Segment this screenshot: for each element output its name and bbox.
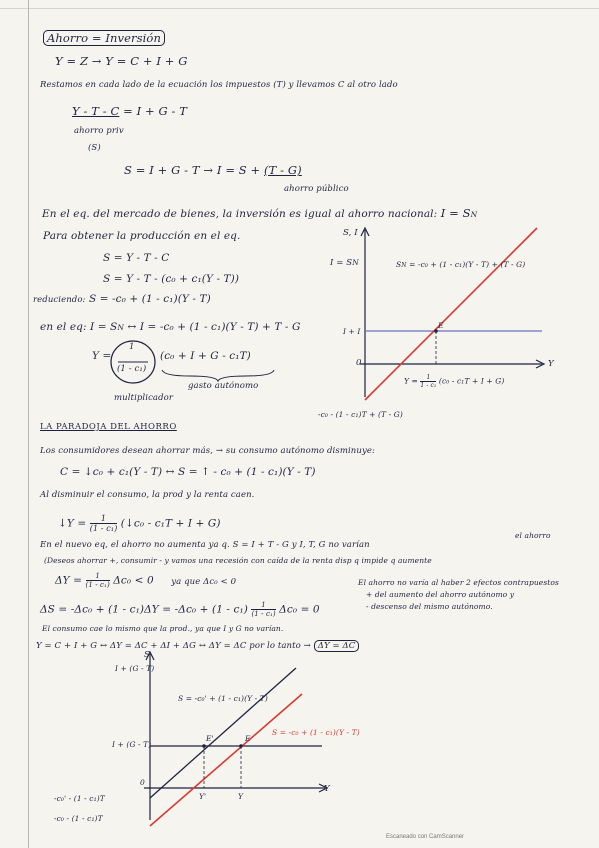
g1-origin: 0 (356, 358, 362, 368)
boxed-result: ΔY = ΔC (314, 640, 360, 652)
g1-y-intercept: -c₀ - (1 - c₁)T + (T - G) (318, 410, 403, 419)
equation-20-a: ↓Y = (58, 517, 87, 530)
public-saving-expr: (T - G) (264, 163, 302, 177)
top-rule (0, 8, 599, 9)
equation-10: S = Y - T - C (103, 252, 170, 264)
equation-6-main: S = I + G - T → I = S + (124, 163, 261, 177)
equation-13-b: ↔ I = -c₀ + (1 - c₁)(Y - T) + T - G (127, 321, 301, 333)
equation-23-c: ya que Δc₀ < 0 (171, 576, 237, 587)
equation-24-den: (1 - c₁) (251, 610, 276, 618)
equation-23-num: 1 (86, 572, 110, 581)
margin-rule (28, 0, 29, 848)
g1-e-label: E (438, 321, 444, 330)
multiplier-numerator: 1 (129, 342, 135, 352)
equation-3-rest: = I + G - T (123, 104, 188, 118)
text-line-8 (42, 206, 477, 220)
equation-13 (40, 321, 300, 333)
note-line-1: El ahorro no varía al haber 2 efectos contrapuestos (358, 578, 559, 587)
text-line-21b: el ahorro (515, 531, 551, 540)
label-multiplier: multiplicador (114, 393, 174, 403)
g1-y-eq-den: 1 - c₁ (420, 382, 437, 389)
equation-13-sub: N (117, 323, 125, 332)
g1-y-eq (404, 374, 504, 389)
g2-y2-label: Y' (199, 792, 207, 801)
g1-line-label-main: S (396, 260, 402, 269)
equation-13-a: en el eq: I = S (40, 321, 118, 333)
g2-y-label: Y (238, 792, 244, 801)
g2-red-line-label: S = -c₀ + (1 - c₁)(Y - T) (272, 728, 360, 737)
equation-12 (33, 293, 211, 305)
label-s: (S) (88, 143, 101, 153)
g2-intercept-black: -c₀' - (1 - c₁)T (54, 794, 105, 803)
g1-line-label-sub: N (401, 262, 407, 269)
label-private-saving: ahorro priv (74, 126, 124, 136)
text-line-21: En el nuevo eq, el ahorro no aumenta ya q. S = I + T - G y I, T, G no varían (40, 540, 370, 550)
equation-23-a: ΔY = (55, 574, 83, 587)
multiplier-denominator: (1 - c₁) (117, 364, 147, 374)
g2-e2-label: E' (206, 734, 214, 743)
g1-i-label-sub: N (352, 258, 359, 267)
label-autonomous-spending: gasto autónomo (188, 381, 259, 391)
g1-line-label (396, 260, 525, 269)
equation-24-b: Δc₀ = 0 (279, 603, 320, 616)
equation-23 (55, 572, 236, 589)
g2-xaxis-label: Y (324, 784, 330, 794)
equation-26-a: Y = C + I + G ↔ ΔY = ΔC + ΔI + ΔG ↔ ΔY = ΔC por lo tanto → (36, 641, 311, 651)
label-public-saving: ahorro público (284, 184, 349, 194)
equation-20-b: (↓c₀ - c₁T + I + G) (120, 517, 221, 530)
equation-24-a: ΔS = -Δc₀ + (1 - c₁)ΔY = -Δc₀ + (1 - c₁) (40, 603, 248, 616)
equation-24 (40, 601, 320, 618)
equation-11: S = Y - T - (c₀ + c₁(Y - T)) (103, 273, 240, 285)
g2-hline-label: I + (G - T) (112, 740, 152, 749)
g2-top-label: I + (G - T) (115, 664, 155, 673)
equation-3 (72, 104, 187, 118)
scanner-watermark: Escaneado con CamScanner (386, 834, 465, 840)
equation-18: C = ↓c₀ + c₁(Y - T) ↔ S = ↑ - c₀ + (1 - c₁)(Y - T) (60, 466, 316, 478)
text-line-17: Los consumidores desean ahorrar más, → su consumo autónomo disminuye: (40, 446, 375, 456)
underbrace (160, 368, 280, 382)
g1-i-label (330, 258, 359, 268)
note-line-3: - descenso del mismo autónomo. (366, 602, 493, 611)
g1-y-eq-num: 1 (420, 374, 436, 382)
equation-12-main: S = -c₀ + (1 - c₁)(Y - T) (88, 293, 211, 305)
g1-xaxis-label: Y (548, 359, 554, 369)
private-saving-expr: Y - T - C (72, 104, 120, 118)
equation-1: Y = Z → Y = C + I + G (55, 54, 188, 68)
g2-saving-line-old (150, 694, 302, 826)
g2-e-label: E (245, 734, 251, 743)
section-title-paradox: LA PARADOJA DEL AHORRO (40, 422, 177, 432)
equation-23-b: Δc₀ < 0 (113, 574, 154, 587)
g1-line-label-rest: = -c₀ + (1 - c₁)(Y - T) + (T - G) (406, 260, 526, 269)
label-reducing: reduciendo: (33, 295, 86, 305)
text-line-25: El consumo cae lo mismo que la prod., ya que I y G no varían. (42, 624, 284, 633)
text-line-8-eq: I = S (440, 206, 471, 220)
text-line-9: Para obtener la producción en el eq. (43, 230, 241, 242)
text-line-8-sub: N (470, 210, 478, 219)
text-line-22: (Deseos ahorrar +, consumir - y vamos una recesión con caída de la renta disp q impide q aumente (44, 556, 432, 565)
equation-20-num: 1 (90, 514, 118, 524)
g1-i-label-main: I = S (330, 258, 353, 268)
equation-14-y: Y = (92, 350, 112, 362)
g2-intercept-red: -c₀ - (1 - c₁)T (54, 814, 103, 823)
text-line-19: Al disminuir el consumo, la prod y la renta caen. (40, 490, 255, 500)
g1-ieq-label: I + I (343, 327, 361, 336)
equation-20 (58, 514, 221, 533)
g1-yaxis-label: S, I (343, 228, 358, 238)
note-line-2: + del aumento del ahorro autónomo y (366, 590, 515, 599)
g2-yaxis-label: S (144, 650, 150, 660)
equation-23-den: (1 - c₁) (85, 581, 110, 589)
g2-black-line-label: S = -c₀' + (1 - c₁)(Y - T) (178, 694, 268, 703)
g1-y-eq-main: Y = (404, 376, 418, 386)
equation-20-den: (1 - c₁) (89, 524, 118, 533)
g1-y-eq-rest: (c₀ - c₁T + I + G) (438, 376, 505, 386)
equation-6 (124, 163, 302, 177)
graph-savings-investment (330, 222, 580, 422)
text-line-8-main: En el eq. del mercado de bienes, la inversión es igual al ahorro nacional: (42, 208, 438, 220)
text-line-2: Restamos en cada lado de la ecuación los impuestos (T) y llevamos C al otro lado (40, 80, 398, 90)
heading: Ahorro = Inversión (43, 30, 165, 46)
autonomous-spending-expr: (c₀ + I + G - c₁T) (160, 350, 251, 362)
g2-origin: 0 (140, 778, 145, 787)
equation-24-num: 1 (251, 601, 275, 610)
